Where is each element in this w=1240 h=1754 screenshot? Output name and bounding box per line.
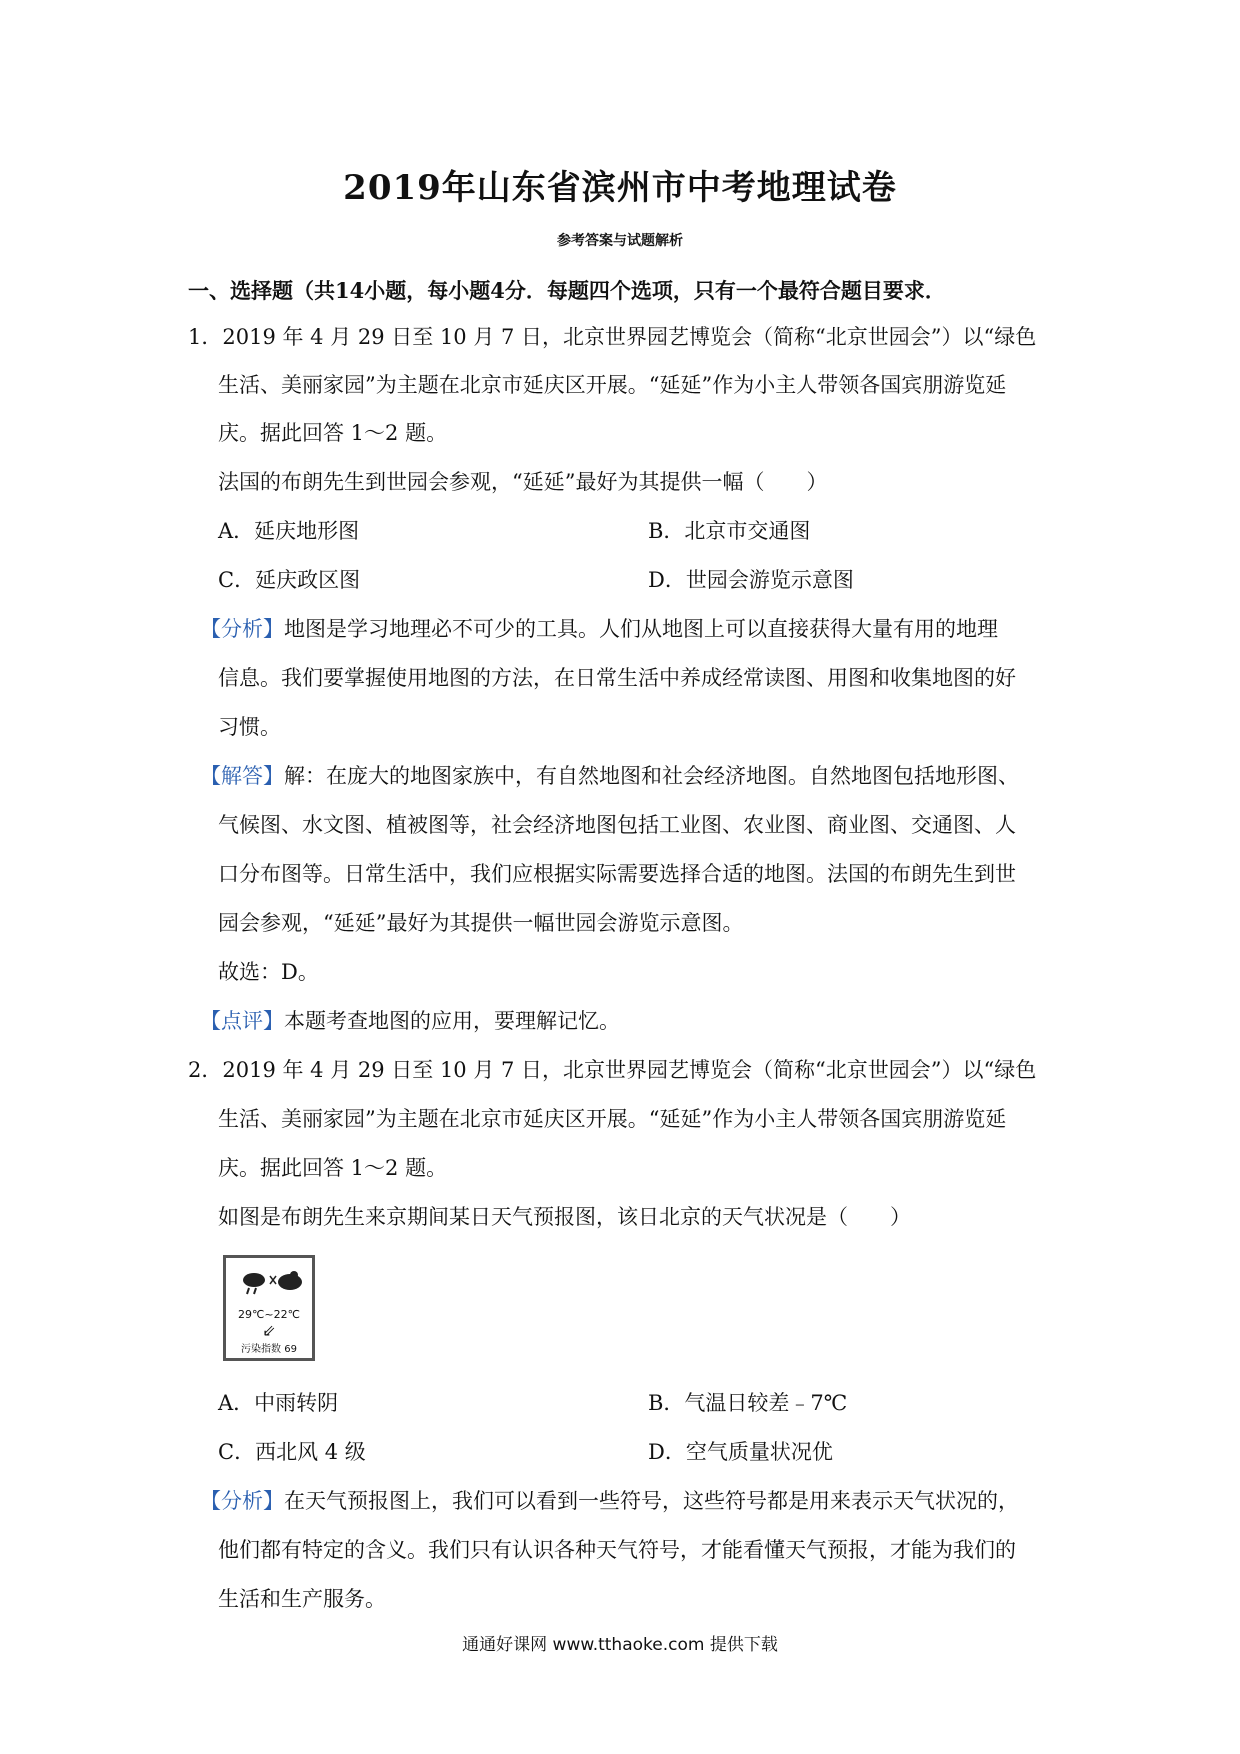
q2-option-d: D．空气质量状况优 xyxy=(648,1440,833,1464)
q1-analysis-line-3: 习惯。 xyxy=(218,715,281,739)
q1-option-b: B．北京市交通图 xyxy=(648,519,811,543)
q2-analysis-line-1 xyxy=(200,1486,1019,1516)
q2-analysis-line-3: 生活和生产服务。 xyxy=(218,1587,386,1611)
page-subtitle: 参考答案与试题解析 xyxy=(557,233,683,249)
q1-comment-text: 本题考查地图的应用，要理解记忆。 xyxy=(284,1009,620,1033)
q2-intro-line-1: 2．2019 年 4 月 29 日至 10 月 7 日，北京世界园艺博览会（简称“北京世园会”）以“绿色 xyxy=(188,1058,1037,1082)
weather-forecast-figure xyxy=(223,1255,315,1361)
q2-option-a: A．中雨转阴 xyxy=(218,1391,339,1415)
q1-option-c: C．延庆政区图 xyxy=(218,568,361,592)
q1-answer-text: 解：在庞大的地图家族中，有自然地图和社会经济地图。自然地图包括地形图、 xyxy=(284,764,1019,788)
q1-option-d: D．世园会游览示意图 xyxy=(648,568,854,592)
analysis-tag: 【分析】 xyxy=(200,617,284,641)
q2-stem: 如图是布朗先生来京期间某日天气预报图，该日北京的天气状况是（ ） xyxy=(218,1205,911,1229)
q1-intro-line-3: 庆。据此回答 1～2 题。 xyxy=(218,421,448,445)
q1-comment-line xyxy=(200,1006,620,1036)
q2-intro-line-3: 庆。据此回答 1～2 题。 xyxy=(218,1156,448,1180)
forecast-pollution-index: 污染指数 69 xyxy=(241,1344,297,1355)
rain-to-cloudy-icon xyxy=(240,1270,304,1296)
analysis-tag: 【分析】 xyxy=(200,1489,284,1513)
q1-intro-line-2: 生活、美丽家园”为主题在北京市延庆区开展。“延延”作为小主人带领各国宾朋游览延 xyxy=(218,373,1007,397)
q1-analysis-text: 地图是学习地理必不可少的工具。人们从地图上可以直接获得大量有用的地理 xyxy=(284,617,998,641)
q1-analysis-line-2: 信息。我们要掌握使用地图的方法，在日常生活中养成经常读图、用图和收集地图的好 xyxy=(218,666,1016,690)
q1-answer-line-2: 气候图、水文图、植被图等，社会经济地图包括工业图、农业图、商业图、交通图、人 xyxy=(218,813,1016,837)
q1-analysis-line-1 xyxy=(200,614,998,644)
page-title: 2019年山东省滨州市中考地理试卷 xyxy=(343,168,897,208)
answer-tag: 【解答】 xyxy=(200,764,284,788)
download-footer: 通通好课网 www.tthaoke.com 提供下载 xyxy=(462,1635,778,1655)
q1-answer-line-3: 口分布图等。日常生活中，我们应根据实际需要选择合适的地图。法国的布朗先生到世 xyxy=(218,862,1016,886)
section-heading: 一、选择题（共14小题，每小题4分．每题四个选项，只有一个最符合题目要求． xyxy=(188,278,946,303)
q1-option-a: A．延庆地形图 xyxy=(218,519,360,543)
q2-analysis-line-2: 他们都有特定的含义。我们只有认识各种天气符号，才能看懂天气预报，才能为我们的 xyxy=(218,1538,1016,1562)
comment-tag: 【点评】 xyxy=(200,1009,284,1033)
q2-analysis-text: 在天气预报图上，我们可以看到一些符号，这些符号都是用来表示天气状况的， xyxy=(284,1489,1019,1513)
q2-option-c: C．西北风 4 级 xyxy=(218,1440,366,1464)
q1-intro-line-1: 1．2019 年 4 月 29 日至 10 月 7 日，北京世界园艺博览会（简称“北京世园会”）以“绿色 xyxy=(188,325,1037,349)
wind-symbol-icon: ⇙ xyxy=(262,1321,276,1340)
q2-intro-line-2: 生活、美丽家园”为主题在北京市延庆区开展。“延延”作为小主人带领各国宾朋游览延 xyxy=(218,1107,1007,1131)
q1-stem: 法国的布朗先生到世园会参观，“延延”最好为其提供一幅（ ） xyxy=(218,470,828,494)
q1-answer-line-1 xyxy=(200,761,1019,791)
q1-answer-line-4: 园会参观，“延延”最好为其提供一幅世园会游览示意图。 xyxy=(218,911,744,935)
forecast-temperature: 29℃~22℃ xyxy=(238,1308,300,1321)
q1-choice: 故选：D。 xyxy=(218,960,319,984)
q2-option-b: B．气温日较差﹣7℃ xyxy=(648,1391,848,1415)
